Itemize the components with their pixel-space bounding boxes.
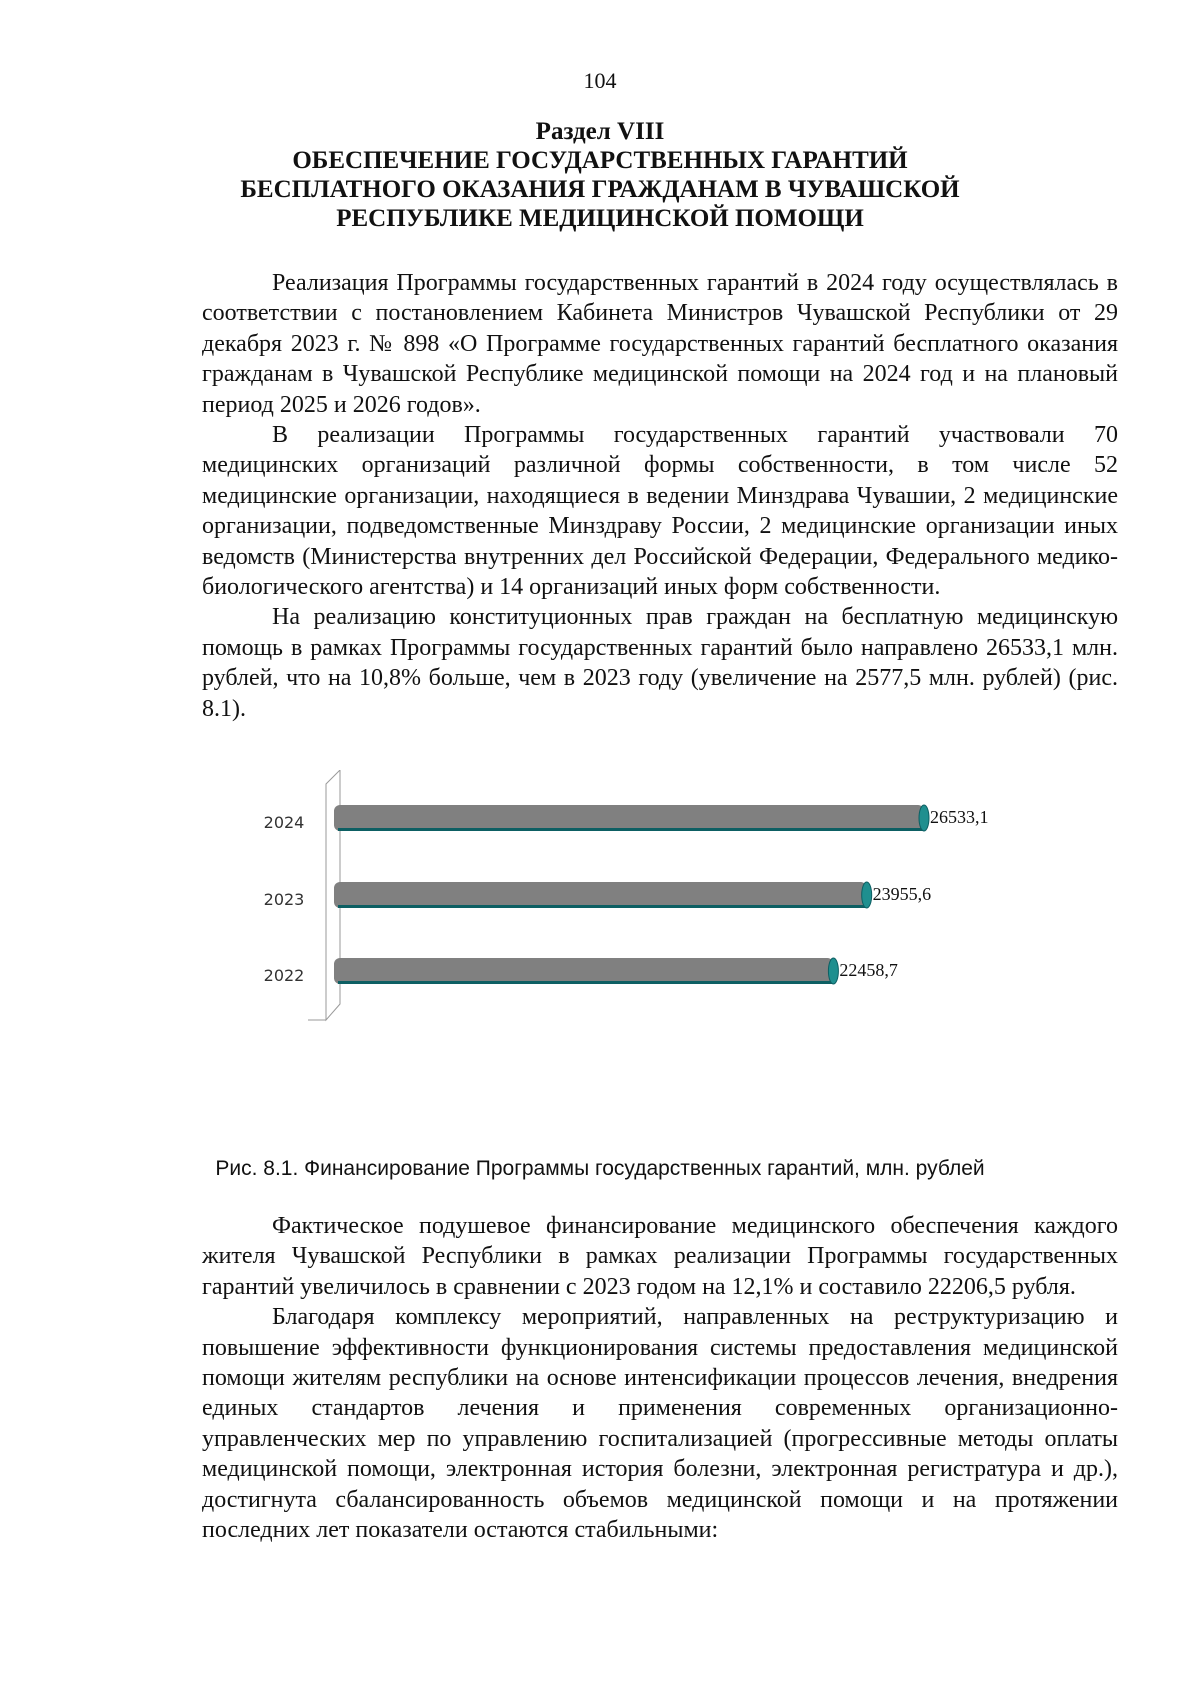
chart-data-label: 23955,6 [872,884,932,904]
chart-data-label: 26533,1 [930,807,989,827]
chart-bar [334,958,833,984]
body-text-after-figure [202,1211,1118,1545]
figure-caption [0,1156,1200,1181]
section-label: Раздел VIII [535,118,665,145]
chart-bar-cap [862,882,872,908]
figure-caption-text: Рис. 8.1. Финансирование Программы государственных гарантий, млн. рублей [215,1157,985,1180]
chart-bar [334,882,867,908]
chart-bar-cap [919,805,929,831]
paragraph: Благодаря комплексу мероприятий, направленных на реструктуризацию и повышение эффективности функционирования системы предоставления медицинской помощи жителям республики на основе интенсификации процессов лечения, внедрения единых стандартов лечения и применения современных организационно-управленческих мер по управлению госпитализацией (прогрессивные методы оплаты медицинской помощи, электронная история болезни, электронная регистратура и др.), достигнута сбалансированность объемов медицинской помощи и на протяжении последних лет показатели остаются стабильными: [202,1304,1118,1544]
chart-bar-cap [828,958,838,984]
paragraph: Фактическое подушевое финансирование медицинского обеспечения каждого жителя Чувашской Республики в рамках реализации Программы государственных гарантий увеличилось в сравнении с 2023 годом на 12,1% и составило 22206,5 рубля. [202,1213,1118,1300]
chart-tick-label: 2024 [263,813,305,832]
chart-tick-label: 2022 [263,966,305,985]
paragraph: На реализацию конституционных прав граждан на бесплатную медицинскую помощь в рамках Программы государственных гарантий было направлено 26533,1 млн. рублей, что на 10,8% больше, чем в 2023 году (увеличение на 2577,5 млн. рублей) (рис. 8.1). [202,604,1118,722]
section-title-line: РЕСПУБЛИКЕ МЕДИЦИНСКОЙ ПОМОЩИ [336,205,864,232]
chart-bar-edge [338,905,867,908]
body-text-before-figure [202,268,1118,724]
chart-bar [334,805,924,831]
chart-data-label: 22458,7 [839,960,898,980]
chart-tick-label: 2023 [263,890,305,909]
paragraph: Реализация Программы государственных гарантий в 2024 году осуществлялась в соответствии с постановлением Кабинета Министров Чувашской Республики от 29 декабря 2023 г. № 898 «О Программе государственных гарантий бесплатного оказания гражданам в Чувашской Республике медицинской помощи на 2024 год и на плановый период 2025 и 2026 годов». [202,270,1118,418]
chart-bar-edge [338,828,924,831]
chart-bar-edge [338,981,833,984]
section-heading [180,117,1020,233]
section-title-line: БЕСПЛАТНОГО ОКАЗАНИЯ ГРАЖДАНАМ В ЧУВАШСКОЙ [240,176,960,203]
page-number: 104 [583,68,617,93]
section-title-line: ОБЕСПЕЧЕНИЕ ГОСУДАРСТВЕННЫХ ГАРАНТИЙ [292,147,908,174]
funding-bar-chart [250,770,1050,1060]
paragraph: В реализации Программы государственных гарантий участвовали 70 медицинских организаций различной формы собственности, в том числе 52 медицинские организации, находящиеся в ведении Минздрава Чувашии, 2 медицинские организации, подведомственные Минздраву России, 2 медицинские организации иных ведомств (Министерства внутренних дел Российской Федерации, Федерального медико-биологического агентства) и 14 организаций иных форм собственности. [202,422,1118,601]
